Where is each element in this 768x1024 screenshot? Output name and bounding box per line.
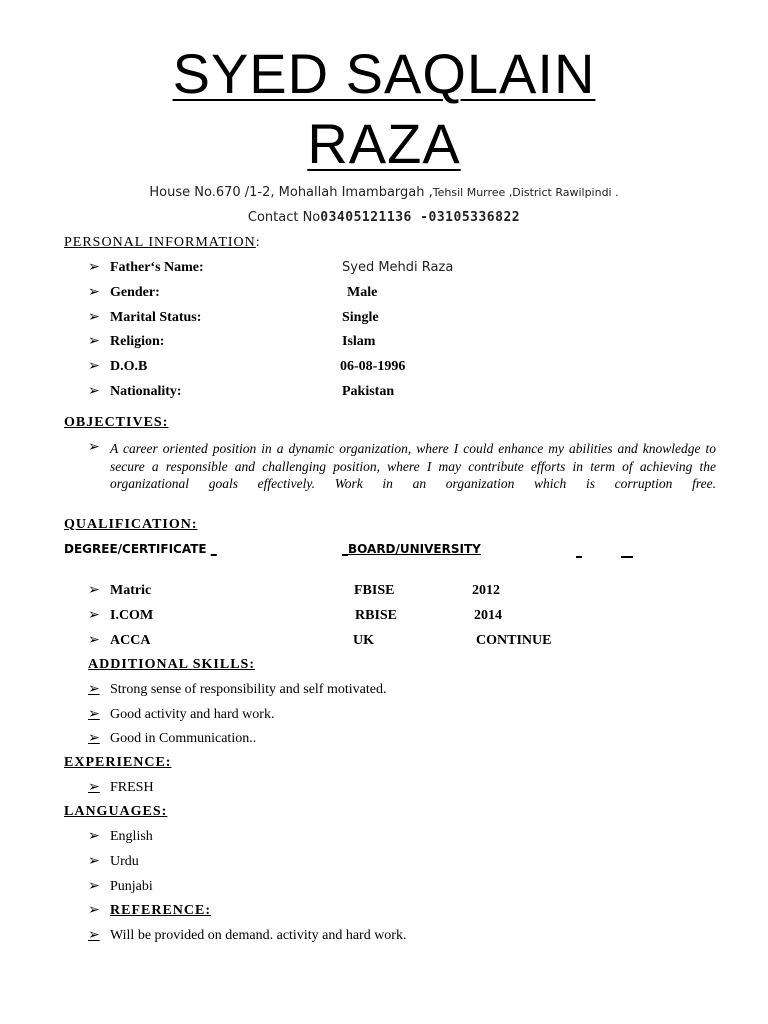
bullet-icon: ➢: [88, 927, 100, 943]
blank-column-1: _: [576, 544, 582, 558]
experience-item: FRESH: [110, 780, 154, 795]
marital-status-label: Marital Status:: [110, 310, 202, 325]
bullet-icon: ➢: [88, 902, 100, 918]
bullet-icon: ➢: [88, 878, 100, 894]
year-2014: 2014: [474, 608, 502, 623]
nationality-value: Pakistan: [342, 384, 395, 399]
additional-skills-heading: ADDITIONAL SKILLS:: [88, 657, 255, 672]
objectives-heading: OBJECTIVES:: [64, 415, 169, 430]
name-line-2: RAZA: [307, 112, 461, 175]
name-line-1: SYED SAQLAIN: [172, 42, 596, 105]
board-column-header: _BOARD/UNIVERSITY: [342, 542, 481, 556]
marital-status-value: Single: [342, 310, 379, 325]
bullet-icon: ➢: [88, 358, 100, 374]
bullet-icon: ➢: [88, 828, 100, 844]
reference-heading: REFERENCE:: [110, 903, 212, 918]
degree-matric: Matric: [110, 583, 152, 598]
bullet-icon: ➢: [88, 439, 100, 455]
skill-item: Good in Communication..: [110, 731, 257, 746]
nationality-label: Nationality:: [110, 384, 182, 399]
bullet-icon: ➢: [88, 333, 100, 349]
bullet-icon: ➢: [88, 383, 100, 399]
personal-information-heading: PERSONAL INFORMATION:: [64, 235, 261, 250]
board-rbise: RBISE: [355, 608, 398, 623]
bullet-icon: ➢: [88, 853, 100, 869]
skill-item: Good activity and hard work.: [110, 707, 275, 722]
reference-item: Will be provided on demand. activity and hard work.: [110, 928, 407, 943]
bullet-icon: ➢: [88, 779, 100, 795]
bullet-icon: ➢: [88, 706, 100, 722]
language-item: Urdu: [110, 854, 139, 869]
gender-value: Male: [347, 285, 378, 300]
qualification-heading: QUALIFICATION:: [64, 517, 198, 532]
bullet-icon: ➢: [88, 259, 100, 275]
religion-label: Religion:: [110, 334, 165, 349]
skill-item: Strong sense of responsibility and self motivated.: [110, 682, 387, 697]
board-uk: UK: [353, 633, 374, 648]
gender-label: Gender:: [110, 285, 160, 300]
year-2012: 2012: [472, 583, 500, 598]
language-item: Punjabi: [110, 879, 153, 894]
father-name-label: Father‘s Name:: [110, 260, 204, 275]
bullet-icon: ➢: [88, 284, 100, 300]
experience-heading: EXPERIENCE:: [64, 755, 172, 770]
degree-icom: I.COM: [110, 608, 154, 623]
religion-value: Islam: [342, 334, 376, 349]
degree-column-header: DEGREE/CERTIFICATE _: [64, 542, 217, 556]
bullet-icon: ➢: [88, 632, 100, 648]
degree-acca: ACCA: [110, 633, 151, 648]
contact: Contact No03405121136 -03105336822: [247, 210, 521, 225]
dob-value: 06-08-1996: [340, 359, 406, 374]
bullet-icon: ➢: [88, 582, 100, 598]
father-name-value: Syed Mehdi Raza: [342, 260, 454, 275]
address: House No.670 /1-2, Mohallah Imambargah ,Tehsil Murree ,District Rawilpindi .: [149, 185, 619, 200]
blank-column-2: __: [621, 544, 633, 558]
bullet-icon: ➢: [88, 309, 100, 325]
bullet-icon: ➢: [88, 607, 100, 623]
languages-heading: LANGUAGES:: [64, 804, 168, 819]
board-fbise: FBISE: [354, 583, 395, 598]
dob-label: D.O.B: [110, 359, 148, 374]
bullet-icon: ➢: [88, 681, 100, 697]
objective-text: A career oriented position in a dynamic organization, where I could enhance my abilities and knowledge to secure a responsible and challenging position, where I may contribute efforts in term of achieving the organizational goals effectively. Work in an organization which is corruption free.: [110, 441, 716, 491]
status-continue: CONTINUE: [476, 633, 552, 648]
language-item: English: [110, 829, 153, 844]
bullet-icon: ➢: [88, 730, 100, 746]
